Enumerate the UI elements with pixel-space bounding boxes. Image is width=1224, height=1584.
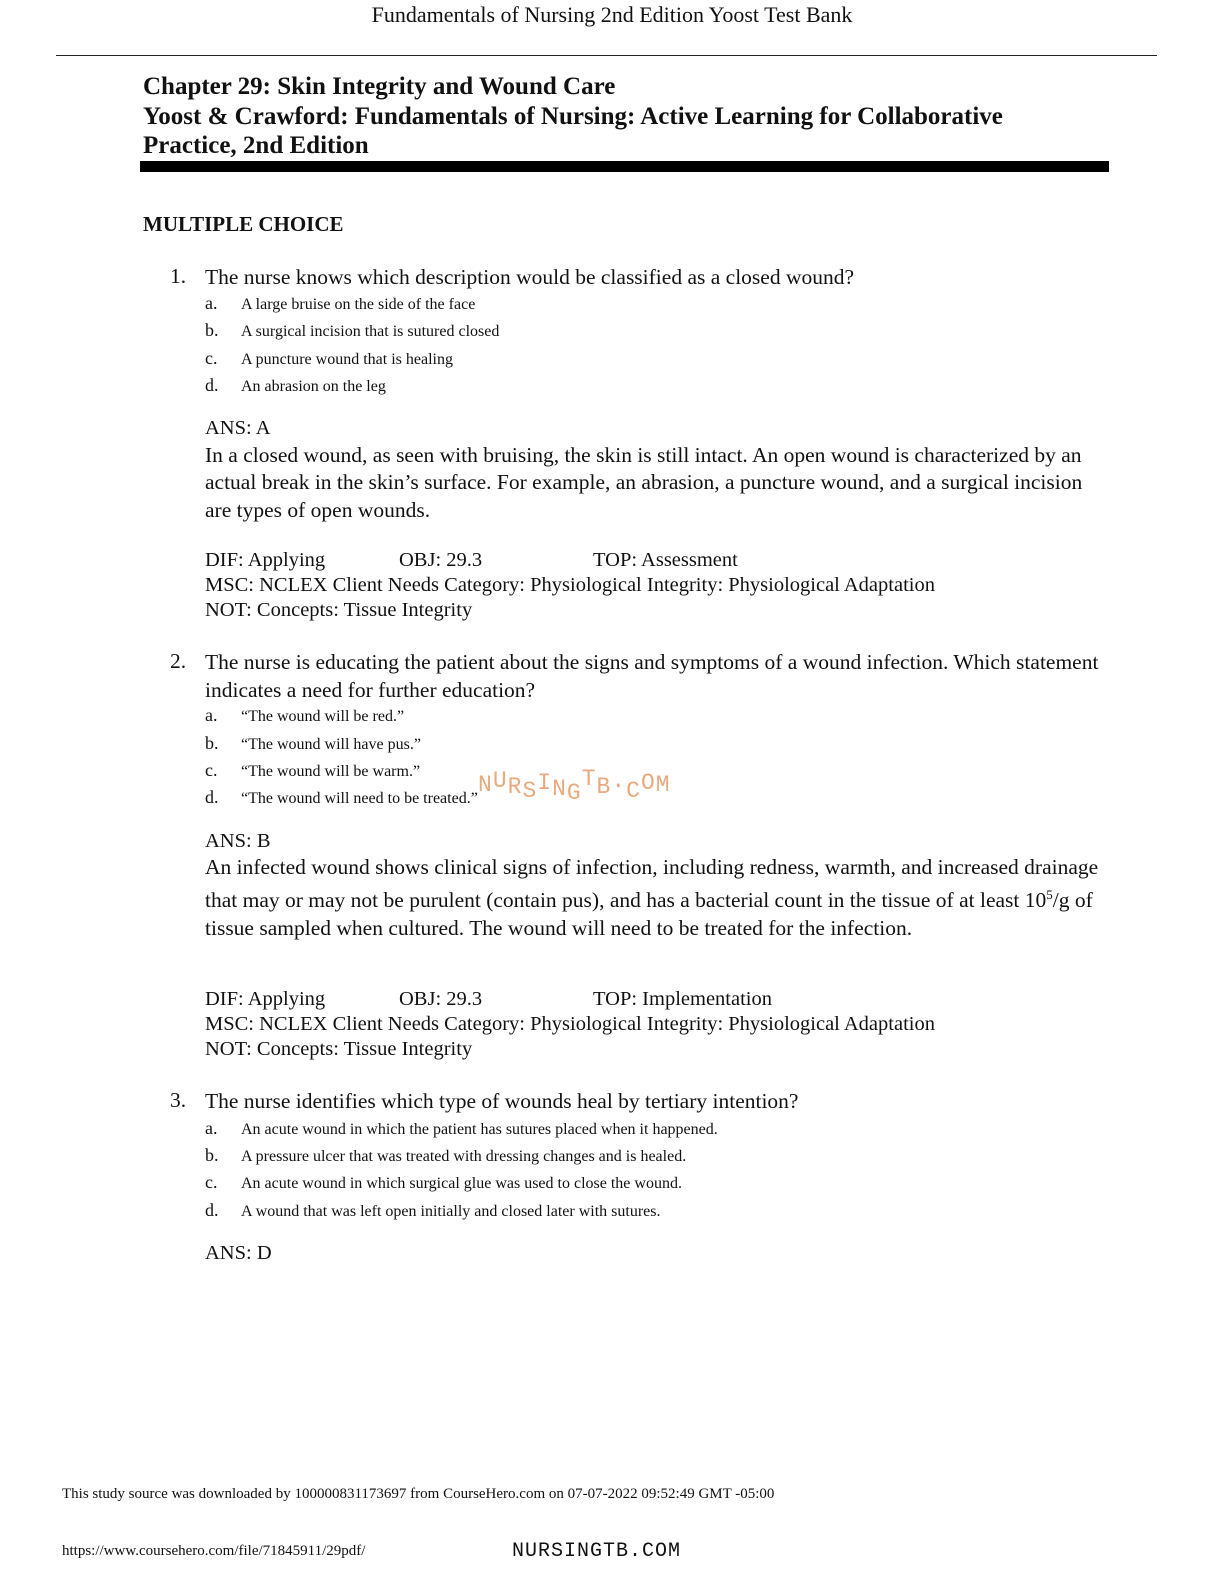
option-letter: c.: [205, 1172, 218, 1192]
msc-line: MSC: NCLEX Client Needs Category: Physiological Integrity: Physiological Adaptation: [205, 1012, 935, 1035]
watermark-letter: B: [596, 774, 612, 800]
footer-url-link[interactable]: https://www.coursehero.com/file/71845911/29pdf/: [62, 1543, 366, 1559]
option-letter: b.: [205, 733, 219, 753]
rationale-text: An infected wound shows clinical signs of infection, including redness, warmth, and increased drainage that may or may not be purulent (contain pus), and has a bacterial count in the tissue of at least 10: [205, 855, 1099, 913]
watermark-letter: N: [552, 776, 567, 802]
option-text: An acute wound in which surgical glue was used to close the wound.: [241, 1175, 682, 1192]
option-letter: d.: [205, 375, 219, 395]
option-b: [205, 731, 1105, 759]
option-a: [205, 1116, 1105, 1144]
option-text: A surgical incision that is sutured closed: [241, 323, 500, 340]
book-title-line-1: Yoost & Crawford: Fundamentals of Nursing: Active Learning for Collaborative: [143, 102, 1003, 130]
watermark-letter: U: [492, 768, 508, 794]
option-a: [205, 291, 1105, 319]
difficulty: DIF: Applying: [205, 549, 326, 571]
book-title-line-2: Practice, 2nd Edition: [143, 132, 369, 159]
option-text: “The wound will be warm.”: [241, 763, 421, 780]
watermark-letter: R: [507, 774, 523, 800]
option-letter: c.: [205, 760, 218, 780]
msc-line: MSC: NCLEX Client Needs Category: Physiological Integrity: Physiological Adaptation: [205, 573, 935, 596]
not-line: NOT: Concepts: Tissue Integrity: [205, 598, 473, 621]
option-text: A puncture wound that is healing: [241, 351, 453, 368]
footer-brand: NURSINGTB.COM: [512, 1540, 682, 1563]
page-header: Fundamentals of Nursing 2nd Edition Yoost Test Bank: [371, 2, 853, 27]
watermark: [478, 766, 671, 806]
watermark-letter: T: [581, 766, 597, 792]
option-text: An abrasion on the leg: [241, 378, 386, 395]
option-text: “The wound will have pus.”: [241, 736, 421, 753]
watermark-letter: G: [566, 780, 582, 806]
option-c: [205, 1170, 1105, 1198]
rationale-superscript: 5: [1046, 887, 1053, 903]
option-d: [205, 373, 1105, 401]
option-letter: b.: [205, 320, 219, 340]
option-b: [205, 1143, 1105, 1171]
option-text: “The wound will need to be treated.”: [241, 790, 478, 807]
option-letter: a.: [205, 1118, 218, 1138]
option-b: [205, 318, 1105, 346]
watermark-letter: S: [522, 778, 538, 804]
watermark-letter: N: [478, 772, 493, 798]
question-metadata: [205, 548, 1105, 622]
option-text: A pressure ulcer that was treated with dressing changes and is healed.: [241, 1148, 687, 1165]
question-number: 2.: [170, 649, 187, 673]
answer-key: ANS: D: [205, 1242, 272, 1264]
option-letter: c.: [205, 348, 218, 368]
option-letter: d.: [205, 787, 219, 807]
answer-key: ANS: A: [205, 417, 271, 439]
rationale: [205, 854, 1110, 942]
rationale-text-continued: /g of tissue sampled when cultured. The wound will need to be treated for the infection.: [205, 888, 1093, 940]
option-letter: b.: [205, 1145, 219, 1165]
objective: OBJ: 29.3: [399, 988, 483, 1010]
rationale: In a closed wound, as seen with bruising, the skin is still intact. An open wound is characterized by an actual break in the skin’s surface. For example, an abrasion, a puncture wound, and a surgical incision are types of open wounds.: [205, 443, 1083, 522]
objective: OBJ: 29.3: [399, 549, 483, 571]
option-letter: d.: [205, 1200, 219, 1220]
option-d: [205, 1198, 1105, 1226]
option-c: [205, 346, 1105, 374]
watermark-letter: O: [640, 770, 656, 796]
question-number: 1.: [170, 264, 187, 288]
topic: TOP: Implementation: [593, 988, 772, 1010]
question-stem: The nurse knows which description would be classified as a closed wound?: [205, 265, 855, 289]
option-letter: a.: [205, 705, 218, 725]
watermark-letter: .: [611, 768, 627, 794]
option-letter: a.: [205, 293, 218, 313]
option-text: A large bruise on the side of the face: [241, 296, 476, 313]
footer-source-note: This study source was downloaded by 100000831173697 from CourseHero.com on 07-07-2022 09:52:49 GMT -05:00: [62, 1486, 775, 1502]
question-number: 3.: [170, 1088, 187, 1112]
watermark-letter: M: [655, 772, 671, 798]
question-metadata: [205, 987, 1105, 1061]
option-a: [205, 703, 1105, 731]
question-stem: The nurse identifies which type of wounds heal by tertiary intention?: [205, 1089, 799, 1113]
heading-bar: [140, 161, 1109, 172]
answer-key: ANS: B: [205, 830, 271, 852]
difficulty: DIF: Applying: [205, 988, 326, 1010]
chapter-title: Chapter 29: Skin Integrity and Wound Care: [143, 73, 616, 100]
option-text: A wound that was left open initially and closed later with sutures.: [241, 1203, 661, 1220]
watermark-letter: C: [626, 778, 641, 804]
topic: TOP: Assessment: [593, 549, 738, 571]
chapter-heading: [143, 72, 1103, 161]
option-text: “The wound will be red.”: [241, 708, 405, 725]
option-text: An acute wound in which the patient has sutures placed when it happened.: [241, 1121, 718, 1138]
watermark-letter: I: [537, 770, 553, 796]
not-line: NOT: Concepts: Tissue Integrity: [205, 1037, 473, 1060]
question-stem: The nurse is educating the patient about the signs and symptoms of a wound infection. Which statement indicates a need for further education?: [205, 650, 1099, 702]
section-title: MULTIPLE CHOICE: [143, 212, 344, 236]
header-divider: [56, 55, 1157, 56]
